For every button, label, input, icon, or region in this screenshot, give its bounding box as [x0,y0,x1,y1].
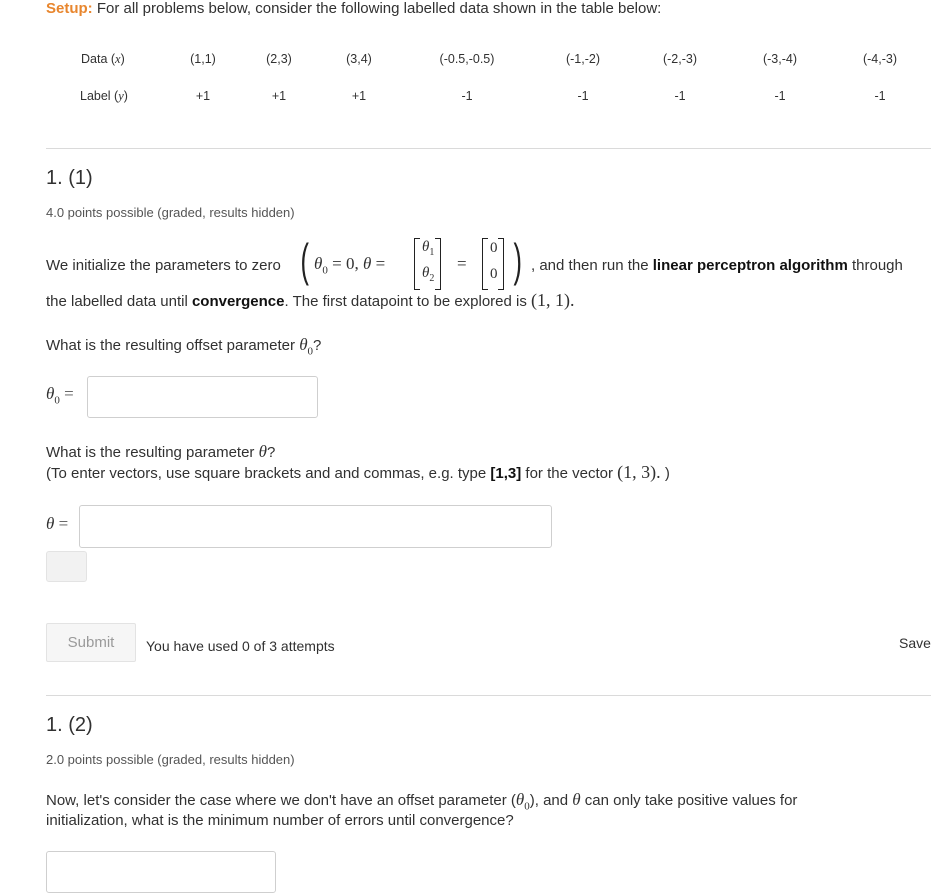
min-errors-input[interactable] [46,851,276,893]
table-cell-data: (-3,-4) [762,52,798,66]
setup-text [46,0,661,17]
theta0-eq: $\theta_0 = 0$, θ = [314,254,386,277]
left-paren: ( [300,234,309,286]
q2-text: Now, let's consider the case where we don't have an offset parameter $(\theta_0)$, and θ can only take positive values for [46,790,798,813]
setup-description: For all problems below, consider the following labelled data shown in the table below: [92,0,662,17]
table-cell-data: (-1,-2) [565,52,601,66]
setup-label: Setup: [46,0,93,17]
intro-text: We initialize the parameters to zero [46,257,281,274]
question-title: 1. (1) [46,167,93,189]
table-cell-label: -1 [874,89,886,103]
table-cell-data: (-0.5,-0.5) [439,52,495,66]
divider [46,695,931,696]
table-cell-label: -1 [461,89,473,103]
table-cell-label: +1 [271,89,287,103]
table-header-label: Label (y) [80,89,128,103]
theta0-label: $\theta_0$ = [46,384,74,407]
attempts-text: You have used 0 of 3 attempts [146,638,335,654]
question-title: 1. (2) [46,714,93,736]
divider [46,148,931,149]
points-info: 2.0 points possible (graded, results hidden) [46,752,295,767]
intro-text-cont: , and then run the linear perceptron algorithm through [531,257,903,274]
table-cell-data: (1,1) [190,52,216,66]
table-cell-data: (-4,-3) [862,52,898,66]
theta-question: What is the resulting parameter θ? [46,442,276,461]
table-cell-data: (3,4) [346,52,372,66]
intro-text-line2: the labelled data until convergence. The first datapoint to be explored is (1, 1). [46,290,575,310]
table-cell-label: +1 [195,89,211,103]
save-button[interactable]: Save [899,635,931,651]
theta0-input[interactable] [87,376,318,418]
offset-question: What is the resulting offset parameter $\theta_0$? [46,335,322,358]
submit-button[interactable]: Submit [46,623,136,662]
theta-label: θ = [46,514,69,533]
table-cell-data: (-2,-3) [662,52,698,66]
q2-text-line2: initialization, what is the minimum number of errors until convergence? [46,812,514,829]
table-cell-label: -1 [674,89,686,103]
equation-preview-box [46,551,87,582]
table-cell-label: -1 [577,89,589,103]
table-cell-label: -1 [774,89,786,103]
right-paren: ) [513,234,522,286]
table-header-data: Data (x) [81,52,125,66]
vector-hint: (To enter vectors, use square brackets and and commas, e.g. type [1,3] for the vector (1, 3). ) [46,462,670,482]
table-cell-label: +1 [351,89,367,103]
points-info: 4.0 points possible (graded, results hidden) [46,205,295,220]
table-cell-data: (2,3) [266,52,292,66]
theta-input[interactable] [79,505,552,548]
